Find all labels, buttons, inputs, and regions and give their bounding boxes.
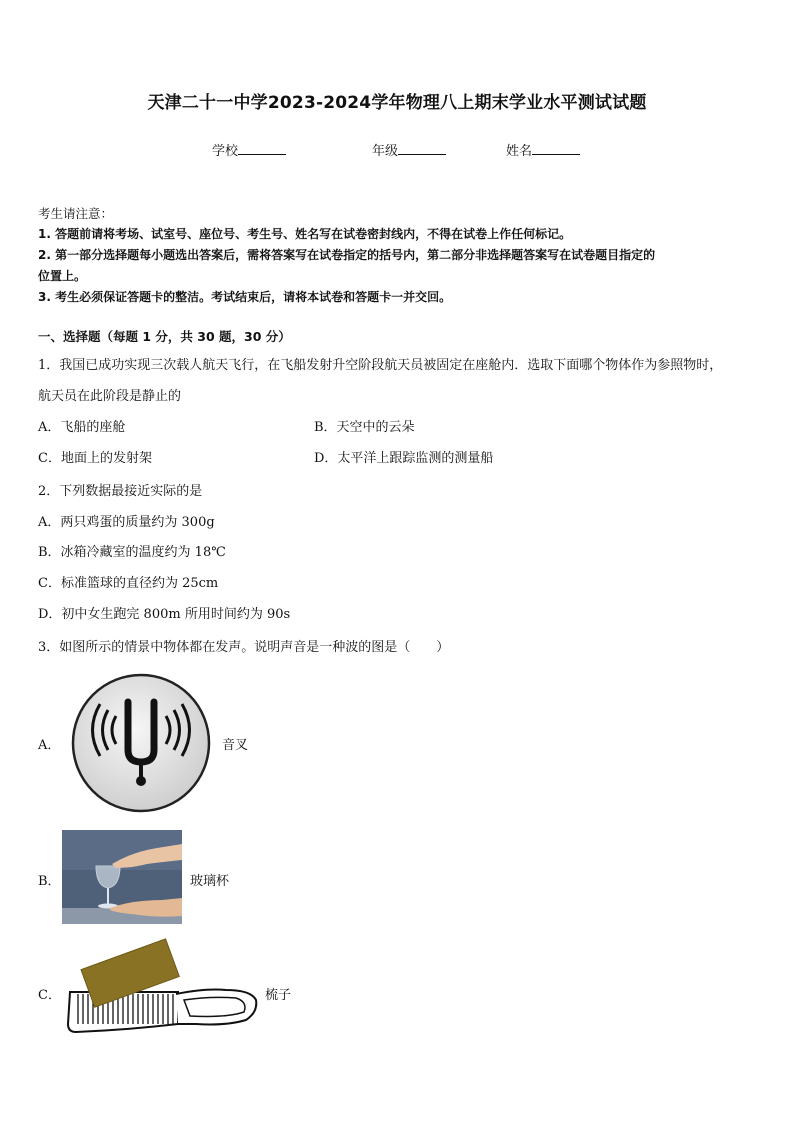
q1-option-a[interactable]: A．飞船的座舱 [38, 420, 126, 435]
school-blank[interactable] [238, 142, 286, 155]
q1-option-d[interactable]: D．太平洋上跟踪监测的测量船 [314, 451, 494, 466]
school-field[interactable] [212, 140, 286, 159]
notice-item-2-cont: 位置上。 [38, 269, 87, 283]
q1-stem-line2: 航天员在此阶段是静止的 [38, 389, 182, 404]
page-title: 天津二十一中学2023-2024学年物理八上期末学业水平测试试题 [147, 93, 647, 113]
section-title: 一、选择题（每题 1 分，共 30 题，30 分） [38, 329, 291, 344]
name-label: 姓名 [506, 144, 533, 159]
q1-option-c[interactable]: C．地面上的发射架 [38, 451, 152, 466]
grade-label: 年级 [372, 144, 399, 159]
notice-heading: 考生请注意： [38, 206, 114, 221]
q3-option-c-caption: 梳子 [265, 988, 292, 1003]
notice-item-1: 1. 答题前请将考场、试室号、座位号、考生号、姓名写在试卷密封线内，不得在试卷上作任何标记。 [38, 227, 572, 241]
q2-option-c[interactable]: C．标准篮球的直径约为 25cm [38, 576, 219, 591]
q3-option-a-caption: 音叉 [222, 738, 249, 753]
notice-item-3: 3. 考生必须保证答题卡的整洁。考试结束后，请将本试卷和答题卡一并交回。 [38, 290, 452, 304]
q2-option-d[interactable]: D．初中女生跑完 800m 所用时间约为 90s [38, 607, 291, 622]
exam-notice [38, 203, 760, 308]
q3-option-a-letter[interactable]: A． [38, 738, 61, 753]
q3-option-b-caption: 玻璃杯 [190, 874, 230, 889]
tuning-fork-image[interactable] [70, 672, 212, 814]
q2-stem: 2．下列数据最接近实际的是 [38, 484, 203, 499]
q3-option-b-letter[interactable]: B． [38, 874, 61, 889]
school-label: 学校 [212, 144, 239, 159]
q2-option-a[interactable]: A．两只鸡蛋的质量约为 300g [38, 515, 215, 530]
q3-stem: 3．如图所示的情景中物体都在发声。说明声音是一种波的图是（ ） [38, 640, 450, 655]
comb-image[interactable] [66, 936, 262, 1040]
name-blank[interactable] [532, 142, 580, 155]
q1-option-b[interactable]: B．天空中的云朵 [314, 420, 415, 435]
q2-option-b[interactable]: B．冰箱冷藏室的温度约为 18℃ [38, 545, 226, 560]
glass-image[interactable] [62, 830, 182, 924]
q3-option-c-letter[interactable]: C． [38, 988, 61, 1003]
grade-blank[interactable] [398, 142, 446, 155]
q1-stem-line1: 1．我国已成功实现三次载人航天飞行，在飞船发射升空阶段航天员被固定在座舱内．选取下面哪个物体作为参照物时， [38, 358, 723, 373]
name-field[interactable] [506, 140, 580, 159]
notice-item-2: 2. 第一部分选择题每小题选出答案后，需将答案写在试卷指定的括号内，第二部分非选择题答案写在试卷题目指定的 [38, 248, 656, 262]
grade-field[interactable] [372, 140, 446, 159]
